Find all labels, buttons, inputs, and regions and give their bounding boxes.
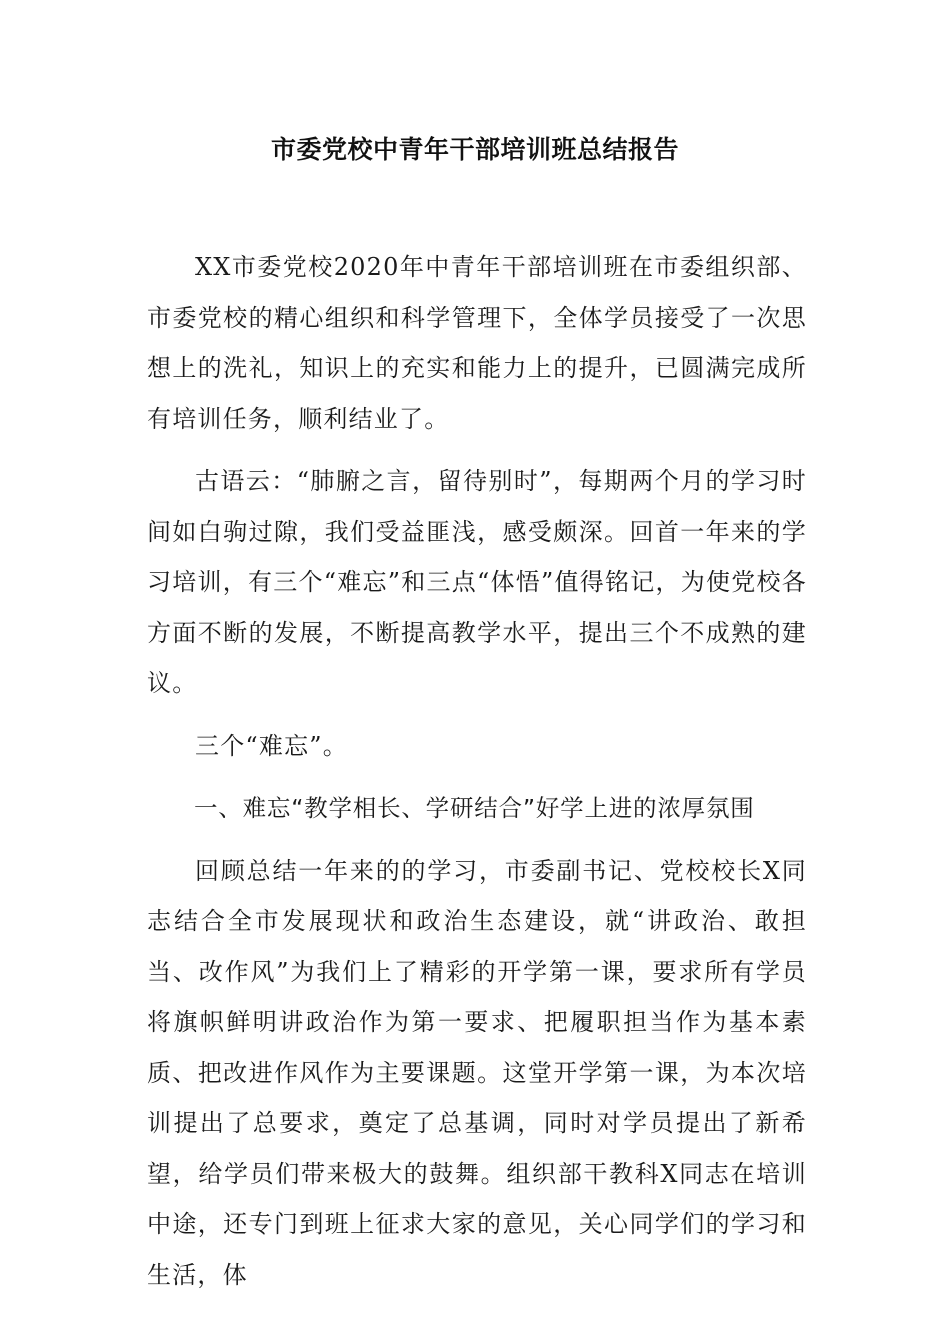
paragraph-intro: XX市委党校2020年中青年干部培训班在市委组织部、市委党校的精心组织和科学管理下，全体学员接受了一次思想上的洗礼，知识上的充实和能力上的提升，已圆满完成所有培训任务，顺利结业了。 bbox=[147, 253, 807, 433]
document-title: 市委党校中青年干部培训班总结报告 bbox=[270, 135, 679, 164]
document-body bbox=[147, 242, 807, 1312]
section-heading: 一、难忘“教学相长、学研结合”好学上进的浓厚氛围 bbox=[194, 794, 755, 822]
paragraph-section-body: 回顾总结一年来的的学习，市委副书记、党校校长X同志结合全市发展现状和政治生态建设，就“讲政治、敢担当、改作风”为我们上了精彩的开学第一课，要求所有学员将旗帜鲜明讲政治作为第一要求、把履职担当作为基本素质、把改进作风作为主要课题。这堂开学第一课，为本次培训提出了总要求，奠定了总基调，同时对学员提出了新希望，给学员们带来极大的鼓舞。组织部干教科X同志在培训中途，还专门到班上征求大家的意见，关心同学们的学习和生活，体 bbox=[147, 856, 807, 1289]
paragraph-three-unforgettable: 三个“难忘”。 bbox=[195, 731, 348, 760]
paragraph-quote: 古语云：“肺腑之言，留待别时”，每期两个月的学习时间如白驹过隙，我们受益匪浅，感受颇深。回首一年来的学习培训，有三个“难忘”和三点“体悟”值得铭记，为使党校各方面不断的发展，不断提高教学水平，提出三个不成熟的建议。 bbox=[147, 467, 807, 697]
